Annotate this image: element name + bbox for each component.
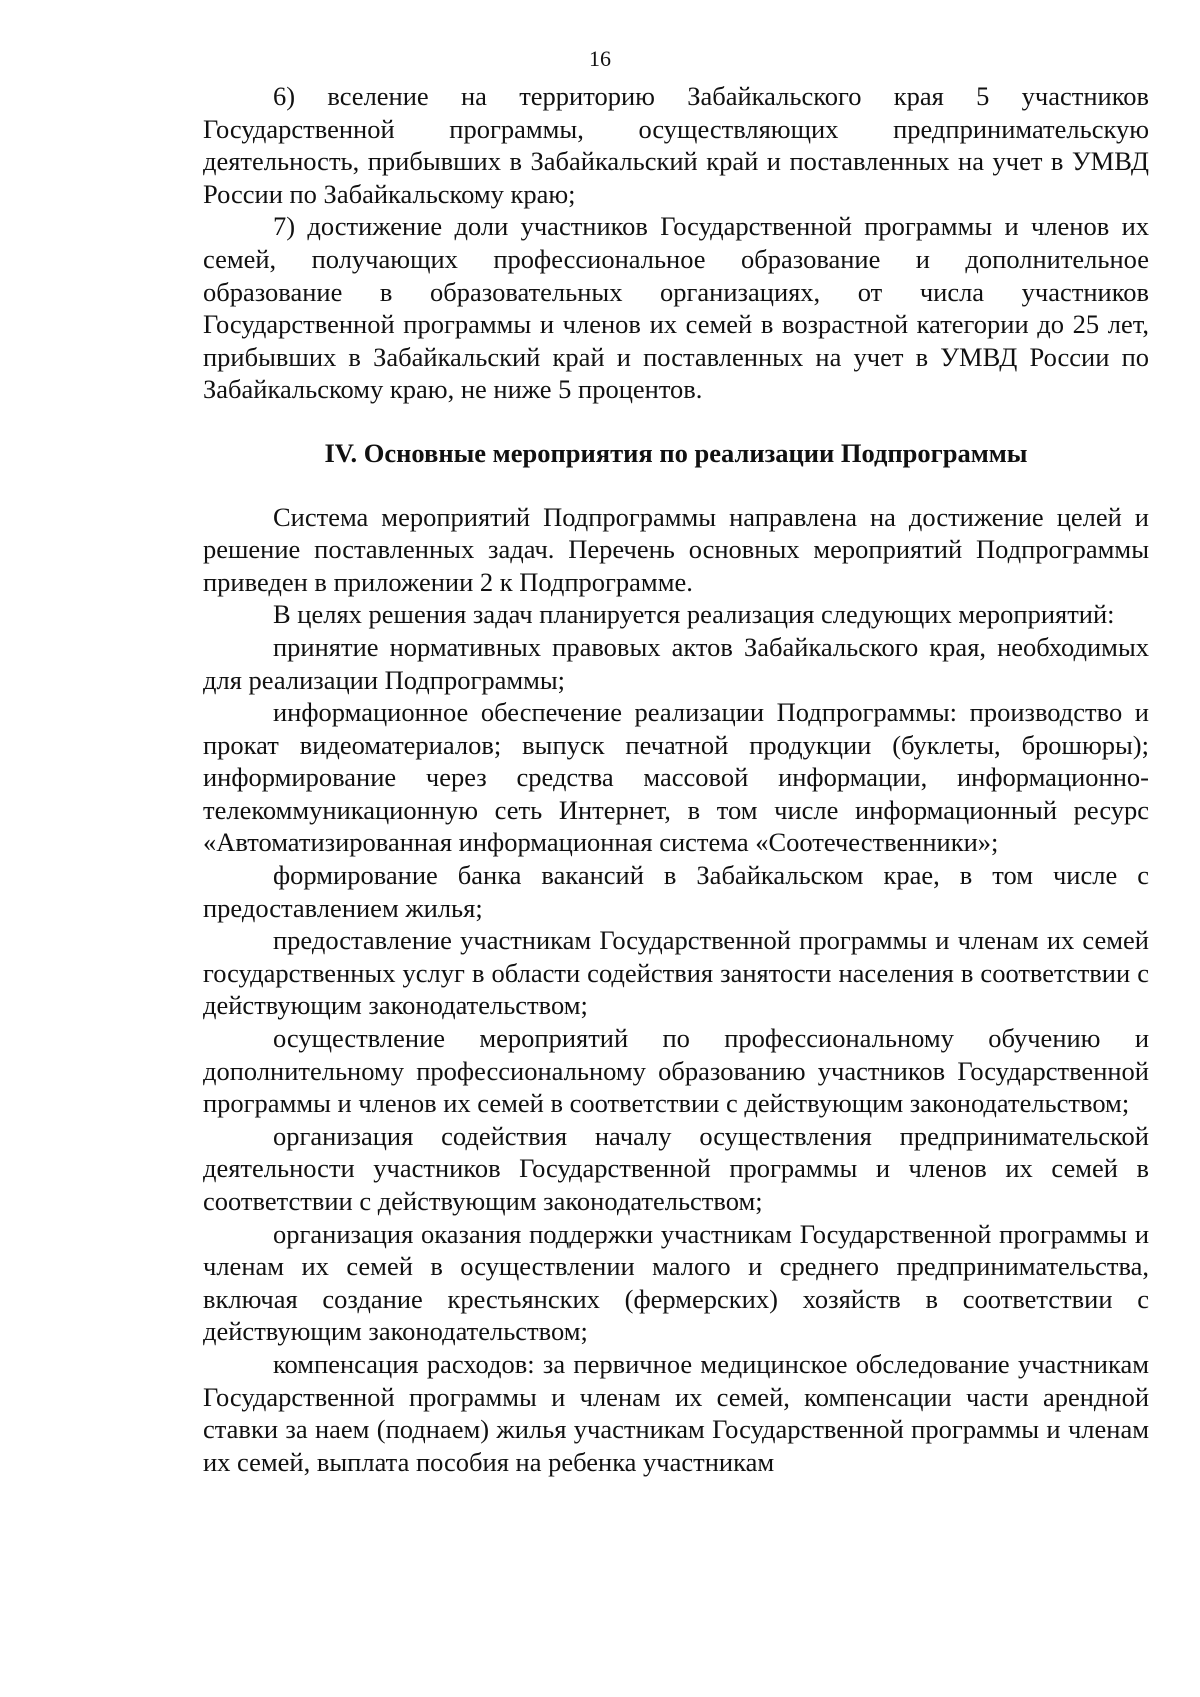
paragraph-information-support: информационное обеспечение реализации Подпрограммы: производство и прокат видеоматериалов; выпуск печатной продукции (буклеты, брошюры); информирование через средства массовой информации, информационно-телекоммуникационную сеть Интернет, в том числе информационный ресурс «Автоматизированная информационная система «Соотечественники»;: [203, 697, 1149, 858]
paragraph-small-business-support: организация оказания поддержки участникам Государственной программы и членам их семей в осуществлении малого и среднего предпринимательства, включая создание крестьянских (фермерских) хозяйств в соответствии с действующим законодательством;: [203, 1218, 1149, 1347]
paragraph-compensation: компенсация расходов: за первичное медицинское обследование участникам Государственной программы и членам их семей, компенсации части арендной ставки за наем (поднаем) жилья участникам Государственной программы и членам их семей, выплата пособия на ребенка участникам: [203, 1348, 1149, 1477]
paragraph-employment-services: предоставление участникам Государственной программы и членам их семей государственных услуг в области содействия занятости населения в соответствии с действующим законодательством;: [203, 925, 1149, 1021]
paragraph-vacancy-bank: формирование банка вакансий в Забайкальском крае, в том числе с предоставлением жилья;: [203, 860, 1149, 923]
paragraph-entrepreneurship-start: организация содействия началу осуществления предпринимательской деятельности участников Государственной программы и членов их семей в соответствии с действующим законодательством;: [203, 1120, 1149, 1216]
section-heading: IV. Основные мероприятия по реализации Подпрограммы: [324, 437, 1028, 468]
document-body: [203, 80, 1149, 1478]
paragraph-measures-lead: В целях решения задач планируется реализация следующих мероприятий:: [273, 599, 1115, 630]
page-number: 16: [589, 46, 611, 71]
paragraph-item-7: 7) достижение доли участников Государственной программы и членов их семей, получающих профессиональное образование и дополнительное образование в образовательных организациях, от числа участников Государственной программы и членов их семей в возрастной категории до 25 лет, прибывших в Забайкальский край и поставленных на учет в УМВД России по Забайкальскому краю, не ниже 5 процентов.: [203, 211, 1149, 405]
paragraph-item-6: 6) вселение на территорию Забайкальского края 5 участников Государственной программы, осуществляющих предпринимательскую деятельность, прибывших в Забайкальский край и поставленных на учет в УМВД России по Забайкальскому краю;: [203, 81, 1149, 209]
paragraph-intro: Система мероприятий Подпрограммы направлена на достижение целей и решение поставленных задач. Перечень основных мероприятий Подпрограммы приведен в приложении 2 к Подпрограмме.: [203, 501, 1149, 597]
paragraph-training: осуществление мероприятий по профессиональному обучению и дополнительному профессиональному образованию участников Государственной программы и членов их семей в соответствии с действующим законодательством;: [203, 1023, 1149, 1119]
paragraph-legal-acts: принятие нормативных правовых актов Забайкальского края, необходимых для реализации Подпрограммы;: [203, 631, 1149, 695]
